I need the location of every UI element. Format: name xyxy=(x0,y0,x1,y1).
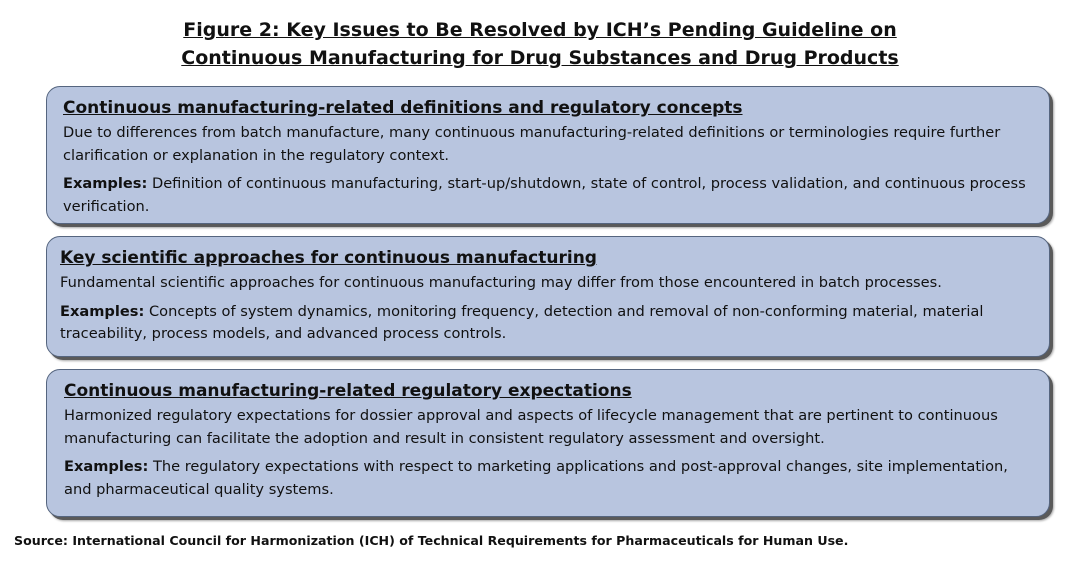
examples-text: Concepts of system dynamics, monitoring frequency, detection and removal of non-conforming material, material traceability, process models, and advanced process controls. xyxy=(60,302,984,342)
panel-scientific-approaches xyxy=(46,236,1050,357)
panel-heading: Key scientific approaches for continuous manufacturing xyxy=(60,248,597,268)
figure-title xyxy=(0,16,1080,72)
figure-title-line-2: Continuous Manufacturing for Drug Substances and Drug Products xyxy=(181,47,899,69)
panel-definitions xyxy=(46,86,1050,224)
examples-label: Examples: xyxy=(60,302,145,320)
panel-description: Due to differences from batch manufacture, many continuous manufacturing-related definitions or terminologies require further clarification or explanation in the regulatory context. xyxy=(63,124,1001,164)
panel-description: Harmonized regulatory expectations for dossier approval and aspects of lifecycle management that are pertinent to continuous manufacturing can facilitate the adoption and result in consistent regulatory assessment and oversight. xyxy=(64,407,998,447)
examples-text: The regulatory expectations with respect to marketing applications and post-approval changes, site implementation, and pharmaceutical quality systems. xyxy=(64,458,1008,498)
figure-title-line-1: Figure 2: Key Issues to Be Resolved by ICH’s Pending Guideline on xyxy=(183,19,897,41)
examples-text: Definition of continuous manufacturing, start-up/shutdown, state of control, process validation, and continuous process verification. xyxy=(63,175,1026,215)
source-note: Source: International Council for Harmonization (ICH) of Technical Requirements for Pharmaceuticals for Human Use. xyxy=(14,533,849,548)
examples-label: Examples: xyxy=(64,458,149,475)
panel-regulatory-expectations xyxy=(46,369,1050,517)
panel-examples xyxy=(64,456,1035,501)
panel-examples xyxy=(63,173,1035,218)
panel-description: Fundamental scientific approaches for continuous manufacturing may differ from those encountered in batch processes. xyxy=(60,274,942,291)
panel-heading: Continuous manufacturing-related definitions and regulatory concepts xyxy=(63,98,743,118)
examples-label: Examples: xyxy=(63,175,148,192)
panel-heading: Continuous manufacturing-related regulatory expectations xyxy=(64,381,632,401)
panel-examples xyxy=(60,301,1035,346)
